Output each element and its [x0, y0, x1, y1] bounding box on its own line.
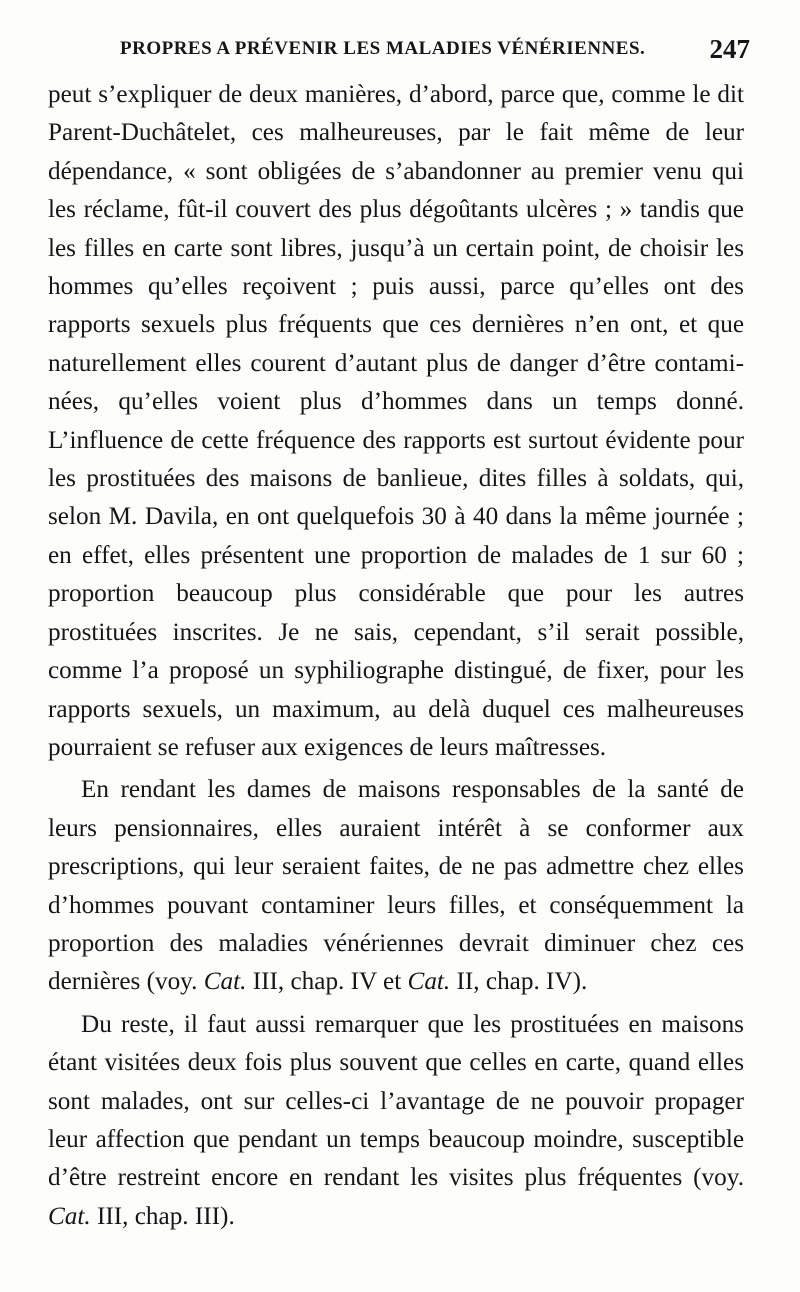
running-head: [60, 34, 750, 70]
running-title: PROPRES A PRÉVENIR LES MALADIES VÉNÉRIENNES.: [120, 38, 646, 59]
paragraph-2: [48, 771, 744, 1001]
paragraph-3-text: Du reste, il faut aussi remarquer que les prostituées en maisons étant visitées deux fois plus souvent que celles en carte, quand elles sont malades, ont sur celles-ci l’avantage de ne pouvoir propager leur affection que pendant un temps beaucoup moindre, susceptible d’être restreint encore en rendant les visites plus fréquentes (voy.: [48, 1010, 744, 1192]
paragraph-1-text: peut s’expliquer de deux manières, d’abord, parce que, comme le dit Parent-Duchâtelet, ces malheureuses, par le fait même de leur dépendance, « sont obligées de s’abandonner au premier venu qui les réclame, fût-il couvert des plus dégoûtants ulcères ; » tandis que les filles en carte sont libres, jusqu’à un certain point, de choisir les hommes qu’elles reçoivent ; puis aussi, parce qu’elles ont des rapports sexuels plus fréquents que ces dernières n’en ont, et que naturellement elles courent d’autant plus de danger d’être contaminées, qu’elles voient plus d’hommes dans un temps donné. L’influence de cette fréquence des rapports est surtout évidente pour les prostituées des maisons de banlieue, dites filles à soldats, qui, selon M. Davila, en ont quelquefois 30 à 40 dans la même journée ; en effet, elles présentent une proportion de malades de 1 sur 60 ; proportion beaucoup plus considérable que pour les autres prostituées inscrites. Je ne sais, cependant, s’il serait possible, comme l’a proposé un syphiliographe distingué, de fixer, pour les rapports sexuels, un maximum, au delà duquel ces malheureuses pourraient se refuser aux exigences de leurs maîtresses.: [48, 81, 744, 761]
paragraph-3: [48, 1006, 744, 1236]
catalog-ref-italic: Cat.: [48, 1202, 91, 1230]
catalog-ref-italic: Cat.: [203, 968, 247, 996]
page-number: 247: [709, 34, 750, 64]
paragraph-1: [48, 76, 744, 767]
paragraph-2-text: II, chap. IV).: [450, 968, 588, 996]
paragraph-2-text: III, chap. IV et: [246, 968, 408, 996]
paragraph-3-text: III, chap. III).: [90, 1202, 235, 1230]
body-text: [48, 76, 744, 1236]
paragraph-2-text: En rendant les dames de maisons responsables de la santé de leurs pensionnaires, elles auraient intérêt à se conformer aux prescriptions, qui leur seraient faites, de ne pas admettre chez elles d’hommes pouvant contaminer leurs filles, et conséquemment la proportion des maladies vénériennes devrait diminuer chez ces dernières (voy.: [48, 776, 744, 996]
catalog-ref-italic: Cat.: [407, 968, 451, 996]
